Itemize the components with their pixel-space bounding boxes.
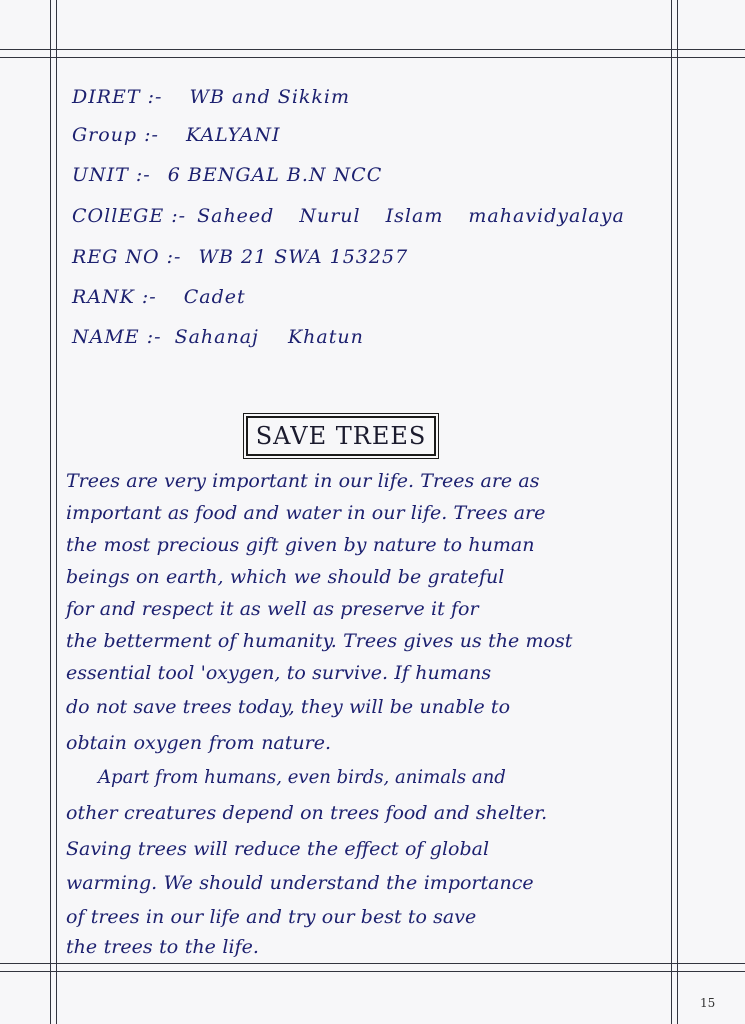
header-label: RANK :-: [72, 286, 157, 308]
header-line-name: [72, 326, 364, 348]
margin-line-bottom-inner: [0, 971, 745, 972]
essay-line: essential tool 'oxygen, to survive. If humans: [66, 662, 492, 684]
essay-line: do not save trees today, they will be unable to: [66, 696, 511, 718]
header-line-direct: [72, 86, 350, 108]
margin-line-left-outer: [50, 0, 51, 1024]
essay-line: the betterment of humanity. Trees gives us the most: [66, 630, 573, 652]
essay-line: Saving trees will reduce the effect of global: [66, 838, 490, 860]
margin-line-top-outer: [0, 49, 745, 50]
essay-line: Apart from humans, even birds, animals and: [98, 766, 506, 788]
header-value: KALYANI: [186, 124, 281, 146]
margin-line-top-inner: [0, 57, 745, 58]
essay-line: warming. We should understand the importance: [66, 872, 534, 894]
header-line-rank: [72, 286, 246, 308]
essay-line: for and respect it as well as preserve it for: [66, 598, 479, 620]
header-label: DIRET :-: [72, 86, 163, 108]
header-label: UNIT :-: [72, 164, 151, 186]
essay-line: Trees are very important in our life. Trees are as: [66, 470, 540, 492]
header-value: WB 21 SWA 153257: [198, 246, 409, 268]
page-number: 15: [700, 996, 716, 1010]
header-value: Saheed Nurul Islam mahavidyalaya: [197, 205, 625, 227]
essay-line: obtain oxygen from nature.: [66, 732, 332, 754]
header-line-unit: [72, 164, 382, 186]
header-label: COllEGE :-: [72, 205, 187, 227]
header-value: Sahanaj Khatun: [174, 326, 364, 348]
header-label: REG NO :-: [72, 246, 182, 268]
essay-title: SAVE TREES: [246, 416, 436, 456]
essay-line: important as food and water in our life. Trees are: [66, 502, 546, 524]
header-value: Cadet: [183, 286, 246, 308]
essay-line: the trees to the life.: [66, 936, 259, 958]
essay-line: of trees in our life and try our best to save: [66, 906, 477, 928]
header-label: Group :-: [72, 124, 159, 146]
header-label: NAME :-: [72, 326, 162, 348]
header-line-college: [72, 205, 625, 227]
margin-line-right-inner: [677, 0, 678, 1024]
margin-line-bottom-outer: [0, 963, 745, 964]
margin-line-left-inner: [56, 0, 57, 1024]
header-line-reg-no: [72, 246, 408, 268]
essay-line: other creatures depend on trees food and shelter.: [66, 802, 548, 824]
essay-line: the most precious gift given by nature to human: [66, 534, 535, 556]
header-value: WB and Sikkim: [189, 86, 351, 108]
essay-line: beings on earth, which we should be grateful: [66, 566, 505, 588]
header-value: 6 BENGAL B.N NCC: [167, 164, 383, 186]
header-line-group: [72, 124, 280, 146]
